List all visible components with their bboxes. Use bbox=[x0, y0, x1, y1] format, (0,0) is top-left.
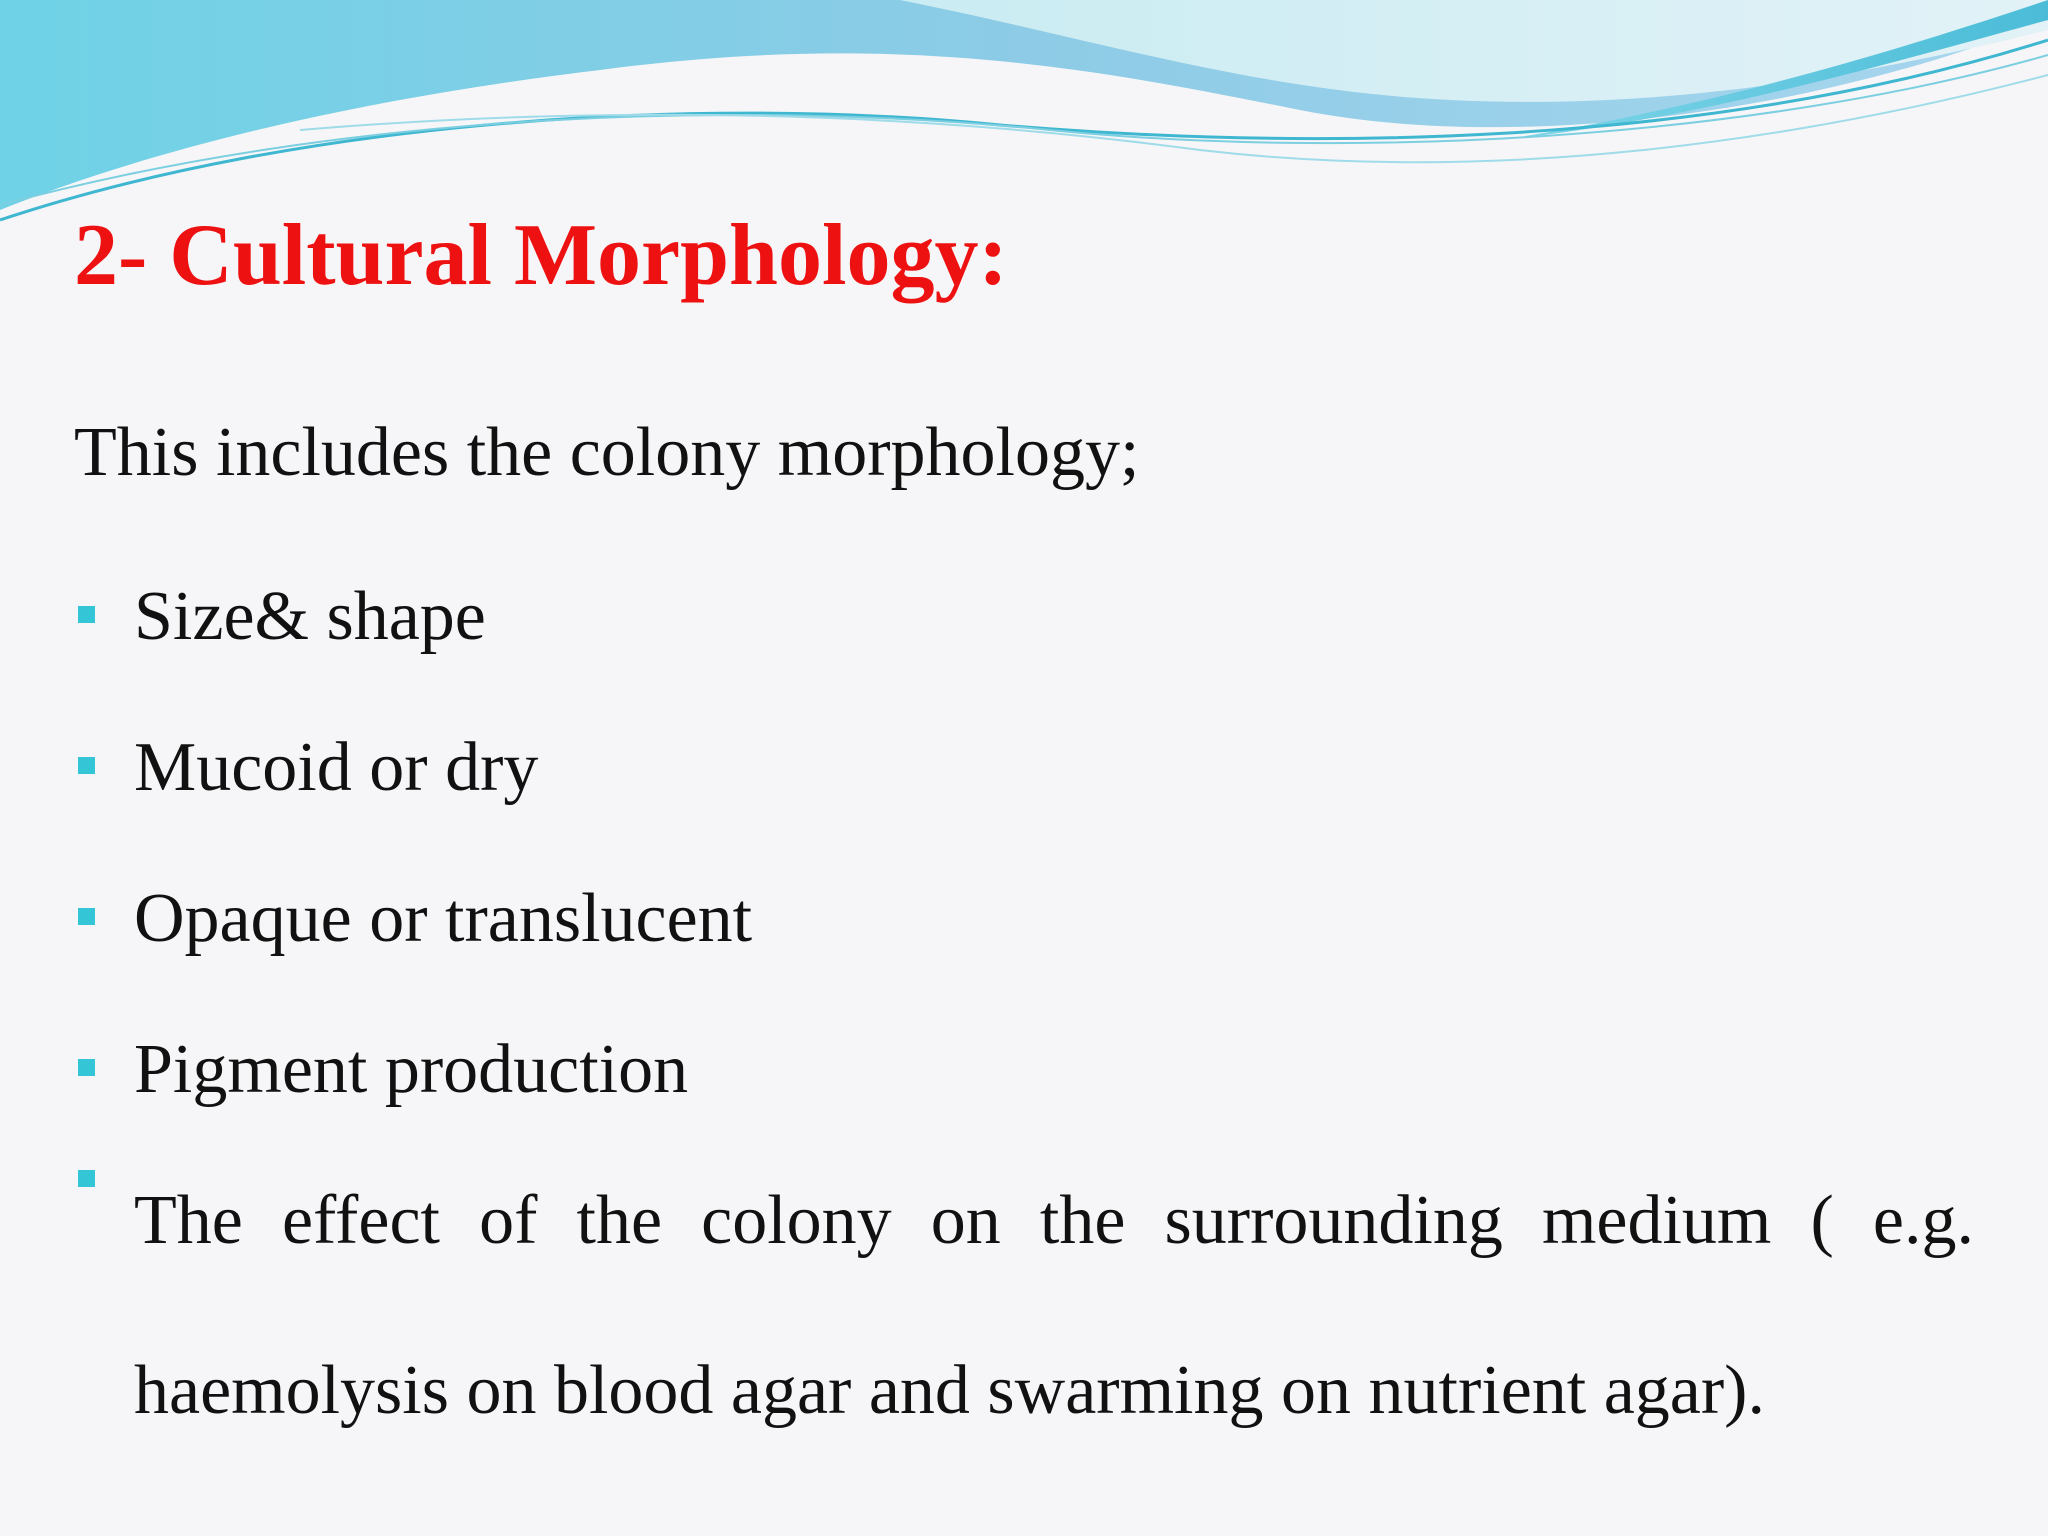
square-bullet-icon bbox=[78, 1059, 95, 1076]
list-item-text: Size& shape bbox=[134, 578, 486, 655]
list-item bbox=[74, 1025, 1974, 1115]
square-bullet-icon bbox=[78, 1170, 95, 1187]
list-item bbox=[74, 572, 1974, 662]
list-item bbox=[74, 723, 1974, 813]
list-item bbox=[74, 874, 1974, 964]
square-bullet-icon bbox=[78, 757, 95, 774]
square-bullet-icon bbox=[78, 606, 95, 623]
square-bullet-icon bbox=[78, 908, 95, 925]
intro-text: This includes the colony morphology; bbox=[74, 414, 1140, 491]
bullet-list bbox=[74, 572, 1974, 1476]
list-item-text: The effect of the colony on the surrounding medium ( e.g. haemolysis on blood agar and swarming on nutrient agar). bbox=[134, 1182, 1974, 1429]
list-item-text: Pigment production bbox=[134, 1031, 689, 1108]
list-item-text: Mucoid or dry bbox=[134, 729, 539, 806]
slide-title: 2- Cultural Morphology: bbox=[74, 207, 1008, 304]
list-item-text: Opaque or translucent bbox=[134, 880, 753, 957]
list-item bbox=[74, 1136, 1974, 1476]
